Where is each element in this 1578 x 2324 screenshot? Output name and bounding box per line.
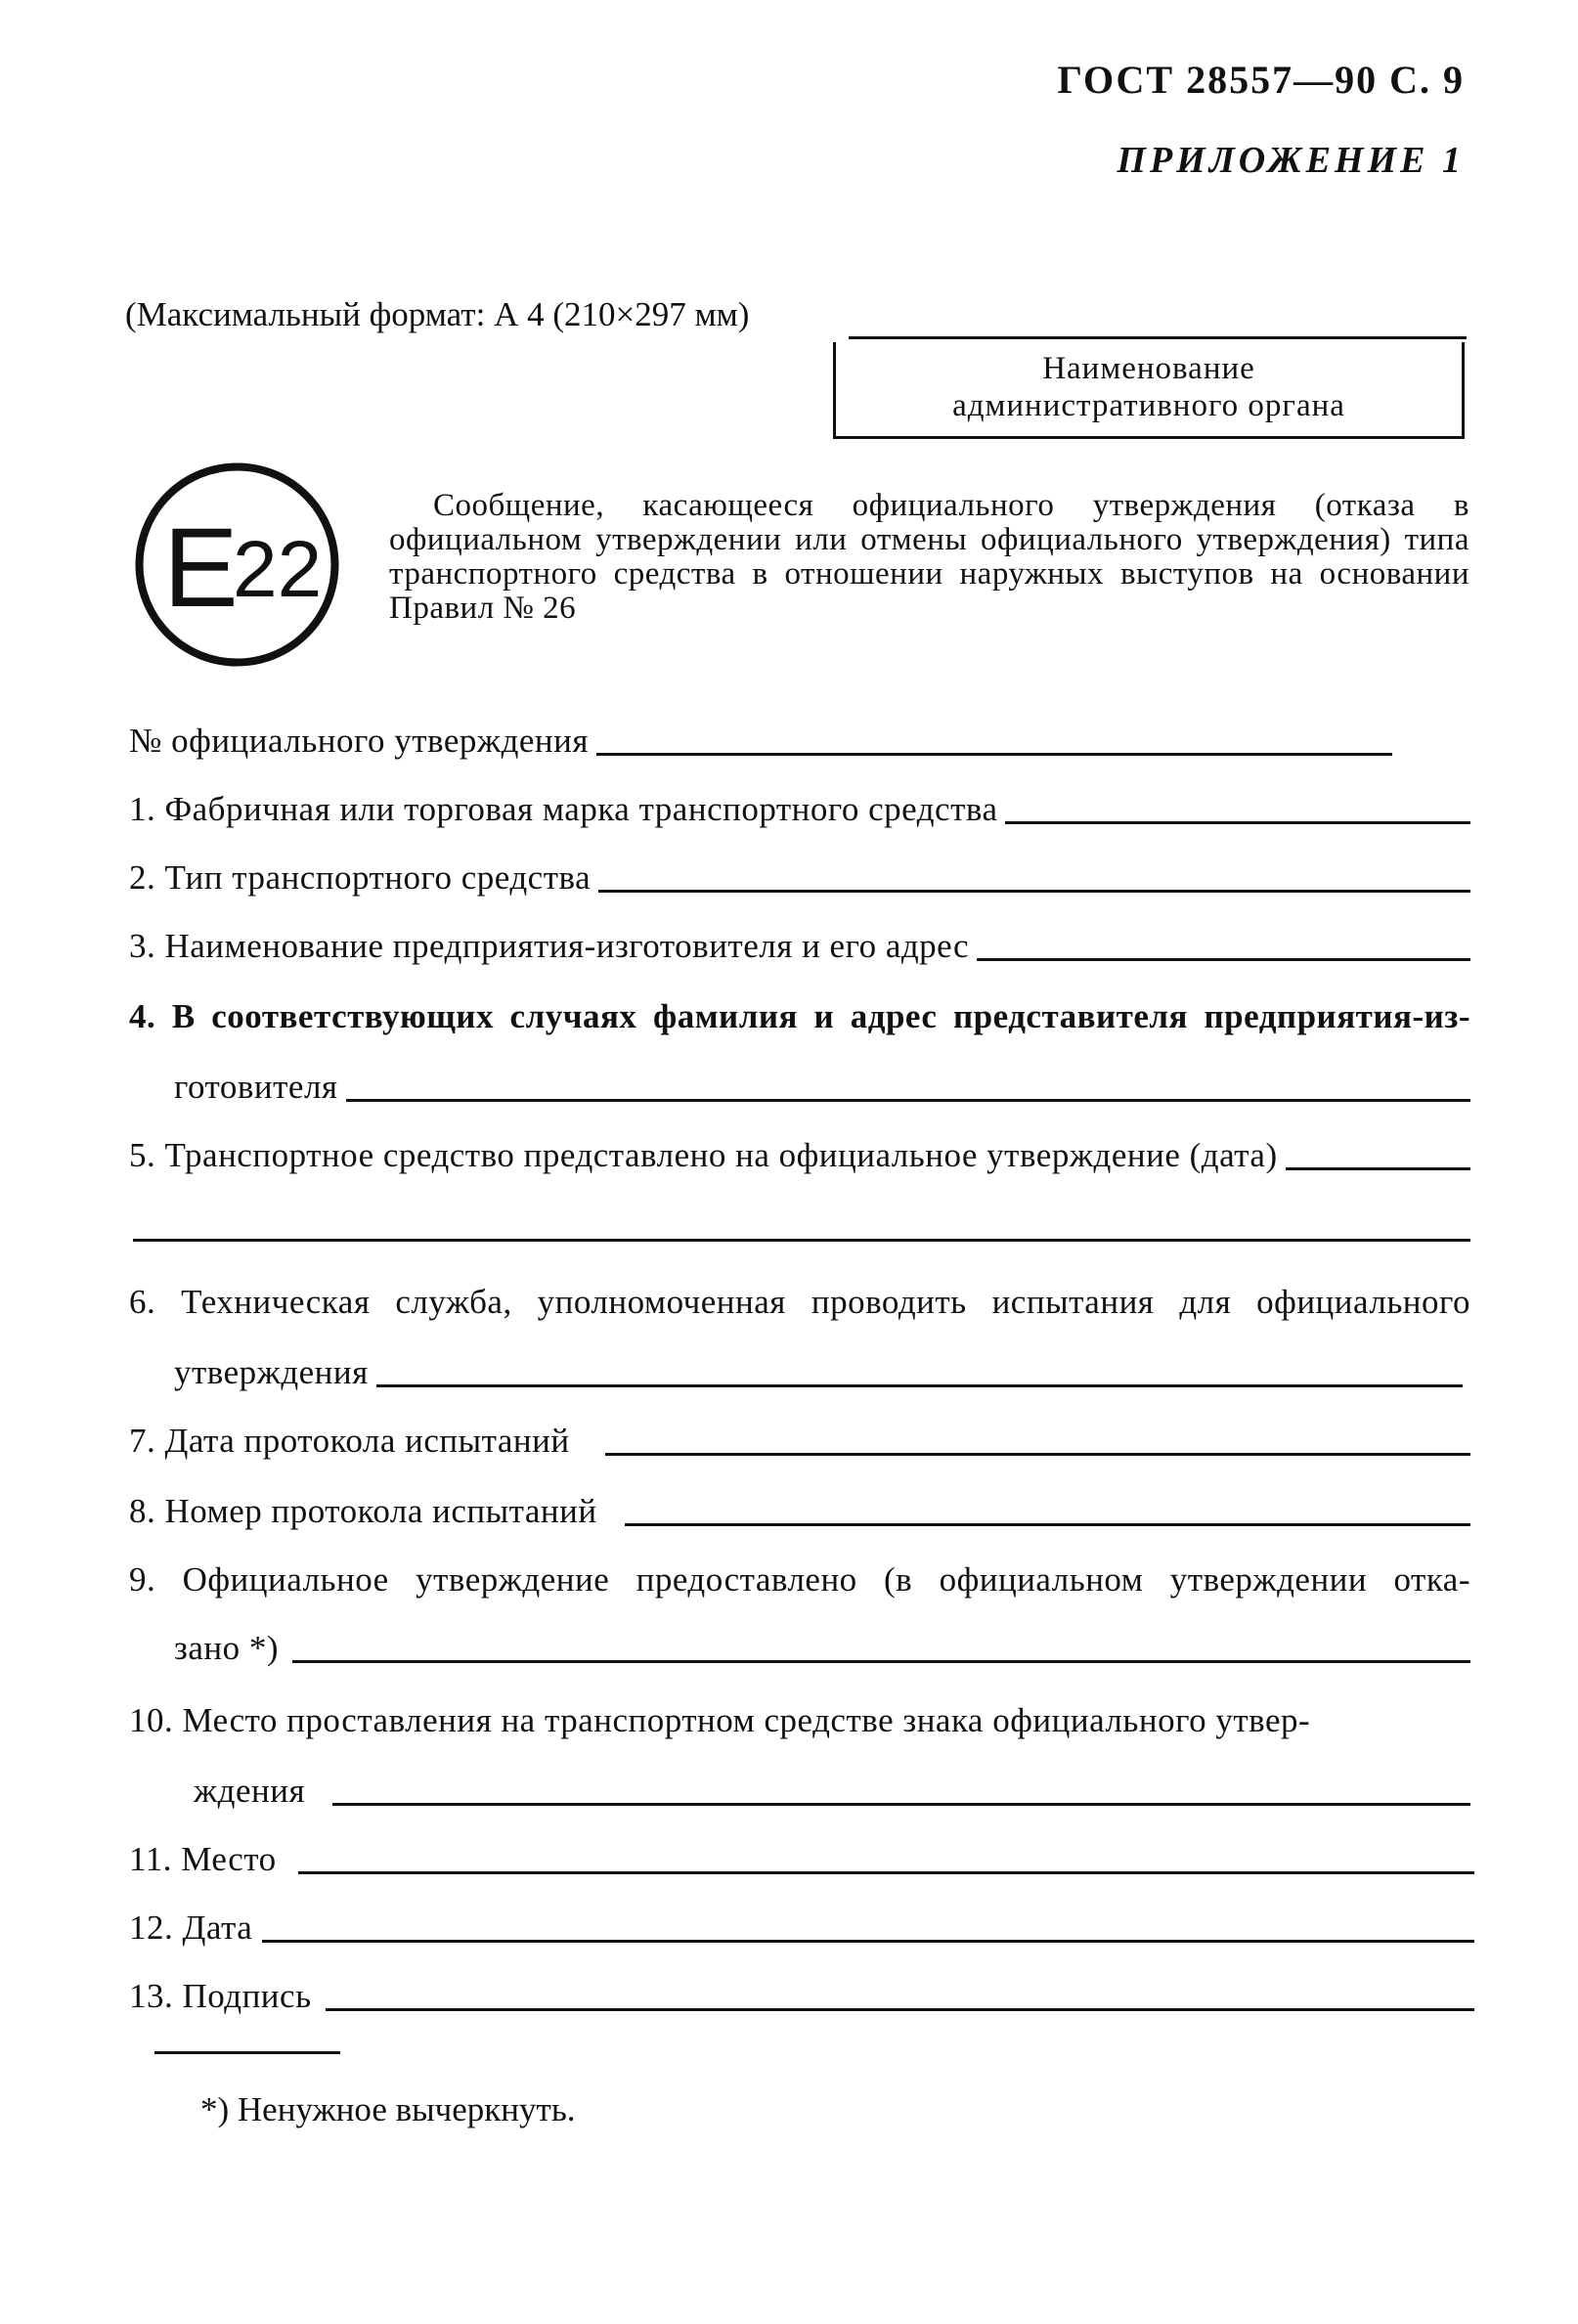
footnote: *) Ненужное вычеркнуть. bbox=[200, 2090, 576, 2128]
administrative-authority-box bbox=[833, 342, 1465, 439]
field-3-label: 3. Наименование предприятия-изготовителя и его адрес bbox=[129, 927, 970, 965]
approval-number-row bbox=[129, 722, 1392, 761]
field-10-label-line-1-row bbox=[129, 1701, 1407, 1740]
field-row-12 bbox=[129, 1908, 1474, 1948]
field-row-13 bbox=[129, 1977, 1474, 2016]
field-5-label: 5. Транспортное средство представлено на официальное утверждение (дата) bbox=[129, 1136, 1278, 1174]
field-row-9 bbox=[174, 1629, 1470, 1668]
admin-box-line-2: административного органа bbox=[952, 388, 1345, 423]
document-header: ГОСТ 28557—90 С. 9 bbox=[1057, 58, 1465, 102]
field-13-label: 13. Подпись bbox=[129, 1977, 312, 2015]
emblem-number: 22 bbox=[233, 525, 323, 614]
field-10-input[interactable] bbox=[332, 1803, 1470, 1806]
field-7-label: 7. Дата протокола испытаний bbox=[129, 1422, 570, 1460]
field-10-label-line-1: 10. Место проставления на транспортном средстве знака официального утвер- bbox=[129, 1701, 1311, 1739]
field-11-label: 11. Место bbox=[129, 1840, 277, 1878]
field-8-input[interactable] bbox=[625, 1523, 1470, 1526]
field-6-label-line-2: утверждения bbox=[174, 1353, 369, 1391]
field-13-input[interactable] bbox=[326, 2008, 1474, 2011]
field-row-7 bbox=[129, 1422, 1470, 1461]
field-6-input[interactable] bbox=[376, 1384, 1463, 1387]
field-row-11 bbox=[129, 1840, 1474, 1879]
field-row-1 bbox=[129, 790, 1470, 829]
field-10-label-line-2: ждения bbox=[194, 1772, 306, 1810]
field-7-input[interactable] bbox=[605, 1453, 1470, 1456]
approval-number-field[interactable] bbox=[596, 753, 1392, 756]
admin-box-line-1: Наименование bbox=[1042, 351, 1255, 386]
field-5-input-continued[interactable] bbox=[133, 1239, 1470, 1242]
field-row-8 bbox=[129, 1492, 1470, 1531]
appendix-title: ПРИЛОЖЕНИЕ 1 bbox=[1117, 140, 1465, 181]
field-row-10 bbox=[194, 1772, 1470, 1811]
field-row-2 bbox=[129, 858, 1470, 898]
communication-title: Сообщение, касающееся официального утверждения (отказа в официальном утверждении или отмены официального утверждения) типа транспортного средства в отношении наружных выступов на основании Правил № 26 bbox=[389, 488, 1469, 626]
field-5-input[interactable] bbox=[1286, 1167, 1470, 1170]
field-1-input[interactable] bbox=[1005, 821, 1470, 824]
field-row-4 bbox=[174, 1068, 1470, 1107]
field-row-5 bbox=[129, 1136, 1470, 1175]
field-11-input[interactable] bbox=[298, 1871, 1474, 1874]
field-1-label: 1. Фабричная или торговая марка транспортного средства bbox=[129, 790, 998, 828]
field-9-input[interactable] bbox=[292, 1660, 1470, 1663]
approval-number-label: № официального утверждения bbox=[129, 722, 589, 760]
field-6-label-line-1: 6. Техническая служба, уполномоченная проводить испытания для официального bbox=[129, 1283, 1470, 1321]
field-4-label-line-1: 4. В соответствующих случаях фамилия и адрес представителя предприятия-из- bbox=[129, 997, 1470, 1035]
field-row-6 bbox=[174, 1353, 1463, 1392]
field-2-input[interactable] bbox=[598, 890, 1470, 893]
field-12-label: 12. Дата bbox=[129, 1908, 253, 1947]
field-9-label-line-1: 9. Официальное утверждение предоставлено (в официальном утверждении отка- bbox=[129, 1560, 1470, 1599]
field-row-3 bbox=[129, 927, 1470, 966]
field-9-label-line-2: зано *) bbox=[174, 1629, 279, 1667]
field-12-input[interactable] bbox=[262, 1940, 1474, 1943]
field-3-input[interactable] bbox=[977, 958, 1470, 961]
format-note: (Максимальный формат: А 4 (210×297 мм) bbox=[125, 295, 750, 333]
format-underline bbox=[849, 336, 1467, 339]
field-4-label-line-2: готовителя bbox=[174, 1068, 338, 1106]
footnote-separator bbox=[154, 2051, 340, 2054]
field-4-input[interactable] bbox=[346, 1099, 1470, 1102]
emblem-letter: E bbox=[163, 505, 239, 631]
field-8-label: 8. Номер протокола испытаний bbox=[129, 1492, 597, 1530]
field-2-label: 2. Тип транспортного средства bbox=[129, 858, 592, 897]
e22-approval-mark bbox=[132, 460, 342, 670]
